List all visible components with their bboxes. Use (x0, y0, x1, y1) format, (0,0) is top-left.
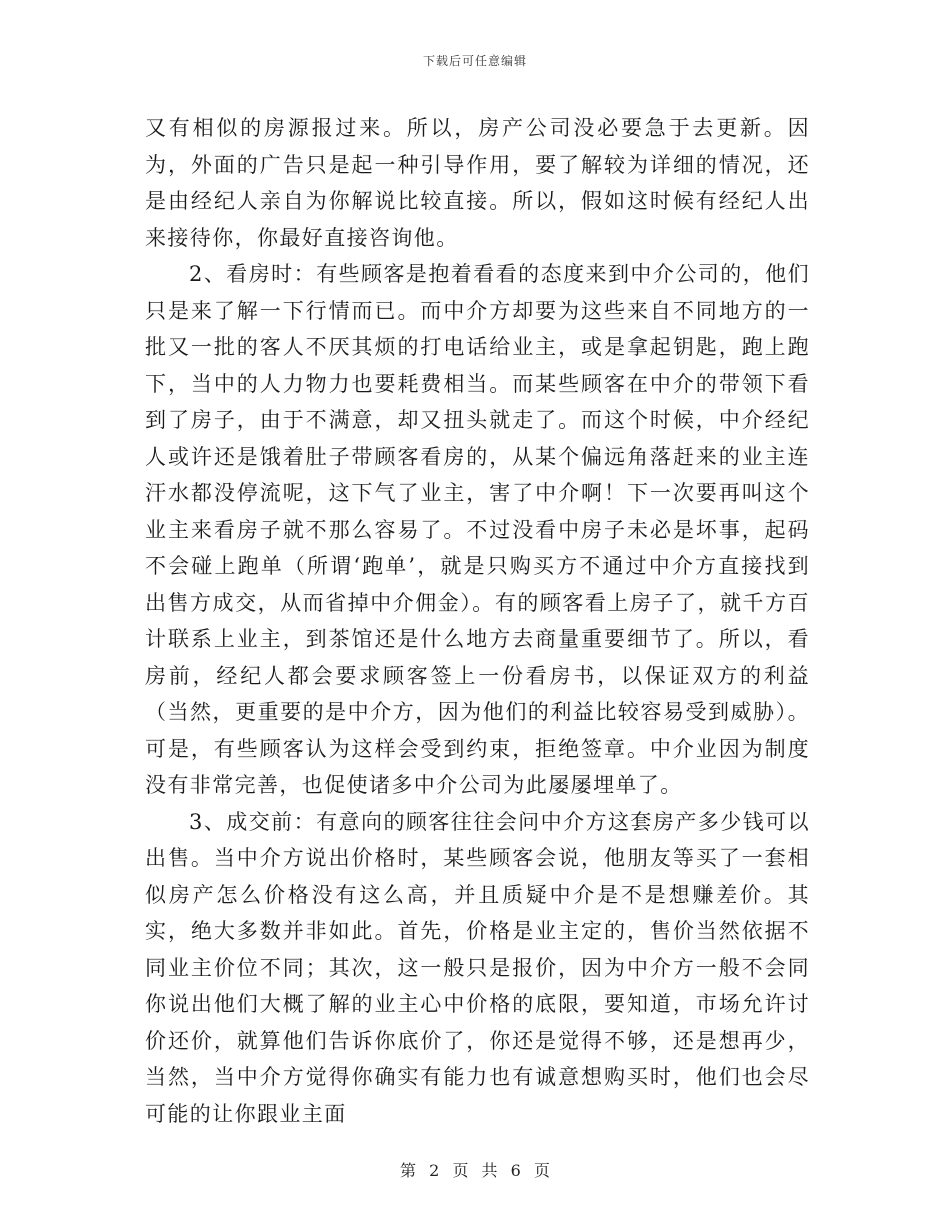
footer-page-word: 页 (452, 1161, 469, 1180)
page-header: 下载后可任意编辑 (422, 54, 527, 68)
current-page-number: 2 (429, 1161, 440, 1180)
footer-suffix: 页 (533, 1161, 550, 1180)
paragraph-1: 又有相似的房源报过来。所以，房产公司没必要急于去更新。因为，外面的广告只是起一种引导作用，要了解较为详细的情况，还是由经纪人亲自为你解说比较直接。所以，假如这时候有经纪人出来接待你，你最好直接咨询他。 (145, 116, 810, 250)
document-body (145, 110, 810, 1132)
paragraph-2: 2、看房时：有些顾客是抱着看看的态度来到中介公司的，他们只是来了解一下行情而已。而中介方却要为这些来自不同地方的一批又一批的客人不厌其烦的打电话给业主，或是拿起钥匙，跑上跑下，当中的人力物力也要耗费相当。而某些顾客在中介的带领下看到了房子，由于不满意，却又扭头就走了。而这个时候，中介经纪人或许还是饿着肚子带顾客看房的，从某个偏远角落赶来的业主连汗水都没停流呢，这下气了业主，害了中介啊！下一次要再叫这个业主来看房子就不那么容易了。不过没看中房子未必是坏事，起码不会碰上跑单（所谓‘跑单’，就是只购买方不通过中介方直接找到出售方成交，从而省掉中介佣金）。有的顾客看上房子了，就千方百计联系上业主，到茶馆还是什么地方去商量重要细节了。所以，看房前，经纪人都会要求顾客签上一份看房书，以保证双方的利益（当然，更重要的是中介方，因为他们的利益比较容易受到威胁）。可是，有些顾客认为这样会受到约束，拒绝签章。中介业因为制度没有非常完善，也促使诸多中介公司为此屡屡埋单了。 (145, 262, 810, 797)
paragraph-3: 3、成交前：有意向的顾客往往会问中介方这套房产多少钱可以出售。当中介方说出价格时，某些顾客会说，他朋友等买了一套相似房产怎么价格没有这么高，并且质疑中介是不是想赚差价。其实，绝大多数并非如此。首先，价格是业主定的，售价当然依据不同业主价位不同；其次，这一般只是报价，因为中介方一般不会同你说出他们大概了解的业主心中价格的底限，要知道，市场允许讨价还价，就算他们告诉你底价了，你还是觉得不够，还是想再少，当然，当中介方觉得你确实有能力也有诚意想购买时，他们也会尽可能的让你跟业主面 (145, 809, 810, 1126)
footer-prefix: 第 (400, 1161, 417, 1180)
footer-total-word: 共 (481, 1161, 498, 1180)
page-footer (0, 1158, 950, 1181)
total-page-number: 6 (510, 1161, 521, 1180)
